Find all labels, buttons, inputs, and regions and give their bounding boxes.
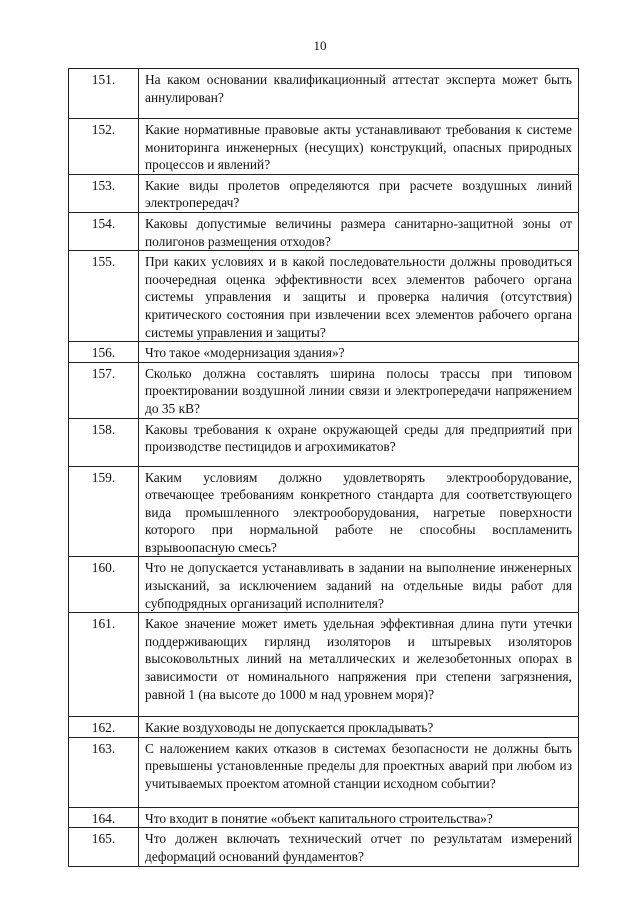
table-row bbox=[69, 418, 579, 466]
table-row bbox=[69, 466, 579, 557]
question-text: Какие воздуховоды не допускается прокладывать? bbox=[139, 717, 579, 738]
table-row bbox=[69, 69, 579, 119]
question-text: Что не допускается устанавливать в задании на выполнение инженерных изысканий, за исключением заданий на отдельные виды работ для субподрядных организаций исполнителя? bbox=[139, 557, 579, 613]
question-number: 164. bbox=[69, 807, 139, 828]
question-text: Каковы допустимые величины размера санитарно-защитной зоны от полигонов размещения отходов? bbox=[139, 212, 579, 250]
question-number: 154. bbox=[69, 212, 139, 250]
question-text: Что входит в понятие «объект капитального строительства»? bbox=[139, 807, 579, 828]
table-row bbox=[69, 212, 579, 250]
question-number: 151. bbox=[69, 69, 139, 119]
question-text: Сколько должна составлять ширина полосы трассы при типовом проектировании воздушной линии связи и электропередачи напряжением до 35 кВ? bbox=[139, 362, 579, 418]
table-row bbox=[69, 362, 579, 418]
question-text: При каких условиях и в какой последовательности должны проводиться поочередная оценка эффективности всех элементов рабочего органа системы управления и защиты и проверка наличия (отсутствия) критического состояния при извлечении всех элементов рабочего органа системы управления и защиты? bbox=[139, 251, 579, 342]
question-number: 159. bbox=[69, 466, 139, 557]
question-text: Какие виды пролетов определяются при расчете воздушных линий электропередач? bbox=[139, 174, 579, 212]
question-number: 163. bbox=[69, 737, 139, 807]
question-text: Что должен включать технический отчет по результатам измерений деформаций оснований фундаментов? bbox=[139, 828, 579, 866]
question-text: С наложением каких отказов в системах безопасности не должны быть превышены установленные пределы для проектных аварий при любом из учитываемых проектом атомной станции исходном событии? bbox=[139, 737, 579, 807]
question-text: Какое значение может иметь удельная эффективная длина пути утечки поддерживающих гирлянд изоляторов и штыревых изоляторов высоковольтных линий на металлических и железобетонных опорах в зависимости от номинального напряжения при степени загрязнения, равной 1 (на высоте до 1000 м над уровнем моря)? bbox=[139, 613, 579, 717]
question-text: Какие нормативные правовые акты устанавливают требования к системе мониторинга инженерных (несущих) конструкций, опасных природных процессов и явлений? bbox=[139, 119, 579, 175]
table-row bbox=[69, 557, 579, 613]
question-number: 160. bbox=[69, 557, 139, 613]
table-row bbox=[69, 828, 579, 866]
table-row bbox=[69, 613, 579, 717]
table-row bbox=[69, 807, 579, 828]
question-number: 165. bbox=[69, 828, 139, 866]
question-number: 153. bbox=[69, 174, 139, 212]
question-number: 162. bbox=[69, 717, 139, 738]
question-text: Что такое «модернизация здания»? bbox=[139, 342, 579, 363]
question-text: Каковы требования к охране окружающей среды для предприятий при производстве пестицидов и агрохимикатов? bbox=[139, 418, 579, 466]
page-number: 10 bbox=[313, 38, 327, 53]
question-number: 156. bbox=[69, 342, 139, 363]
table-row bbox=[69, 174, 579, 212]
table-row bbox=[69, 717, 579, 738]
table-row bbox=[69, 737, 579, 807]
table-row bbox=[69, 342, 579, 363]
question-number: 161. bbox=[69, 613, 139, 717]
question-number: 155. bbox=[69, 251, 139, 342]
question-number: 157. bbox=[69, 362, 139, 418]
question-text: На каком основании квалификационный аттестат эксперта может быть аннулирован? bbox=[139, 69, 579, 119]
table-row bbox=[69, 119, 579, 175]
question-text: Каким условиям должно удовлетворять электрооборудование, отвечающее требованиям конкретного стандарта для соответствующего вида промышленного электрооборудования, нагретые поверхности которого при нормальной работе не способны воспламенить взрывоопасную смесь? bbox=[139, 466, 579, 557]
question-number: 158. bbox=[69, 418, 139, 466]
questions-table bbox=[68, 68, 579, 867]
table-row bbox=[69, 251, 579, 342]
question-number: 152. bbox=[69, 119, 139, 175]
